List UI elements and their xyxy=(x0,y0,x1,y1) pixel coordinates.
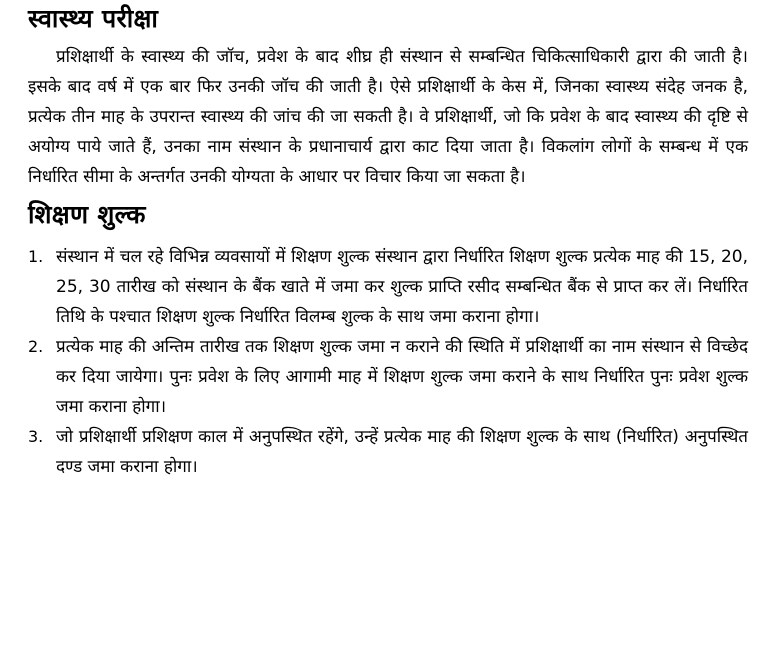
list-item xyxy=(28,242,748,332)
list-item-text: संस्थान में चल रहे विभिन्न व्यवसायों में शिक्षण शुल्क संस्थान द्वारा निर्धारित शिक्षण शुल्क प्रत्येक माह की 15, 20, 25, 30 तारीख को संस्थान के बैंक खाते में जमा कर शुल्क प्राप्ति रसीद सम्बन्धित बैंक से प्राप्त कर लें। निर्धारित तिथि के पश्चात शिक्षण शुल्क निर्धारित विलम्ब शुल्क के साथ जमा कराना होगा। xyxy=(56,247,748,327)
list-item-number: 3. xyxy=(28,427,44,446)
section-heading-health-exam: स्वास्थ्य परीक्षा xyxy=(28,4,159,33)
list-item-text: प्रत्येक माह की अन्तिम तारीख तक शिक्षण शुल्क जमा न कराने की स्थिति में प्रशिक्षार्थी का नाम संस्थान से विच्छेद कर दिया जायेगा। पुनः प्रवेश के लिए आगामी माह में शिक्षण शुल्क जमा कराने के साथ निर्धारित पुनः प्रवेश शुल्क जमा कराना होगा। xyxy=(56,337,748,417)
tuition-fee-list xyxy=(28,242,748,482)
health-exam-paragraph: प्रशिक्षार्थी के स्वास्थ्य की जॉच, प्रवेश के बाद शीघ्र ही संस्थान से सम्बन्धित चिकित्साधिकारी द्वारा की जाती है। इसके बाद वर्ष में एक बार फिर उनकी जॉच की जाती है। ऐसे प्रशिक्षार्थी के केस में, जिनका स्वास्थ्य संदेह जनक है, प्रत्येक तीन माह के उपरान्त स्वास्थ्य की जांच की जा सकती है। वे प्रशिक्षार्थी, जो कि प्रवेश के बाद स्वास्थ्य की दृष्टि से अयोग्य पाये जाते हैं, उनका नाम संस्थान के प्रधानाचार्य द्वारा काट दिया जाता है। विकलांग लोगों के सम्बन्ध में एक निर्धारित सीमा के अन्तर्गत उनकी योग्यता के आधार पर विचार किया जा सकता है। xyxy=(28,47,748,187)
list-item-number: 1. xyxy=(28,247,44,266)
section-heading-tuition-fee: शिक्षण शुल्क xyxy=(28,200,146,229)
list-item xyxy=(28,422,748,482)
list-item-text: जो प्रशिक्षार्थी प्रशिक्षण काल में अनुपस्थित रहेंगे, उन्हें प्रत्येक माह की शिक्षण शुल्क के साथ (निर्धारित) अनुपस्थित दण्ड जमा कराना होगा। xyxy=(56,427,748,477)
list-item-number: 2. xyxy=(28,337,44,356)
list-item xyxy=(28,332,748,422)
